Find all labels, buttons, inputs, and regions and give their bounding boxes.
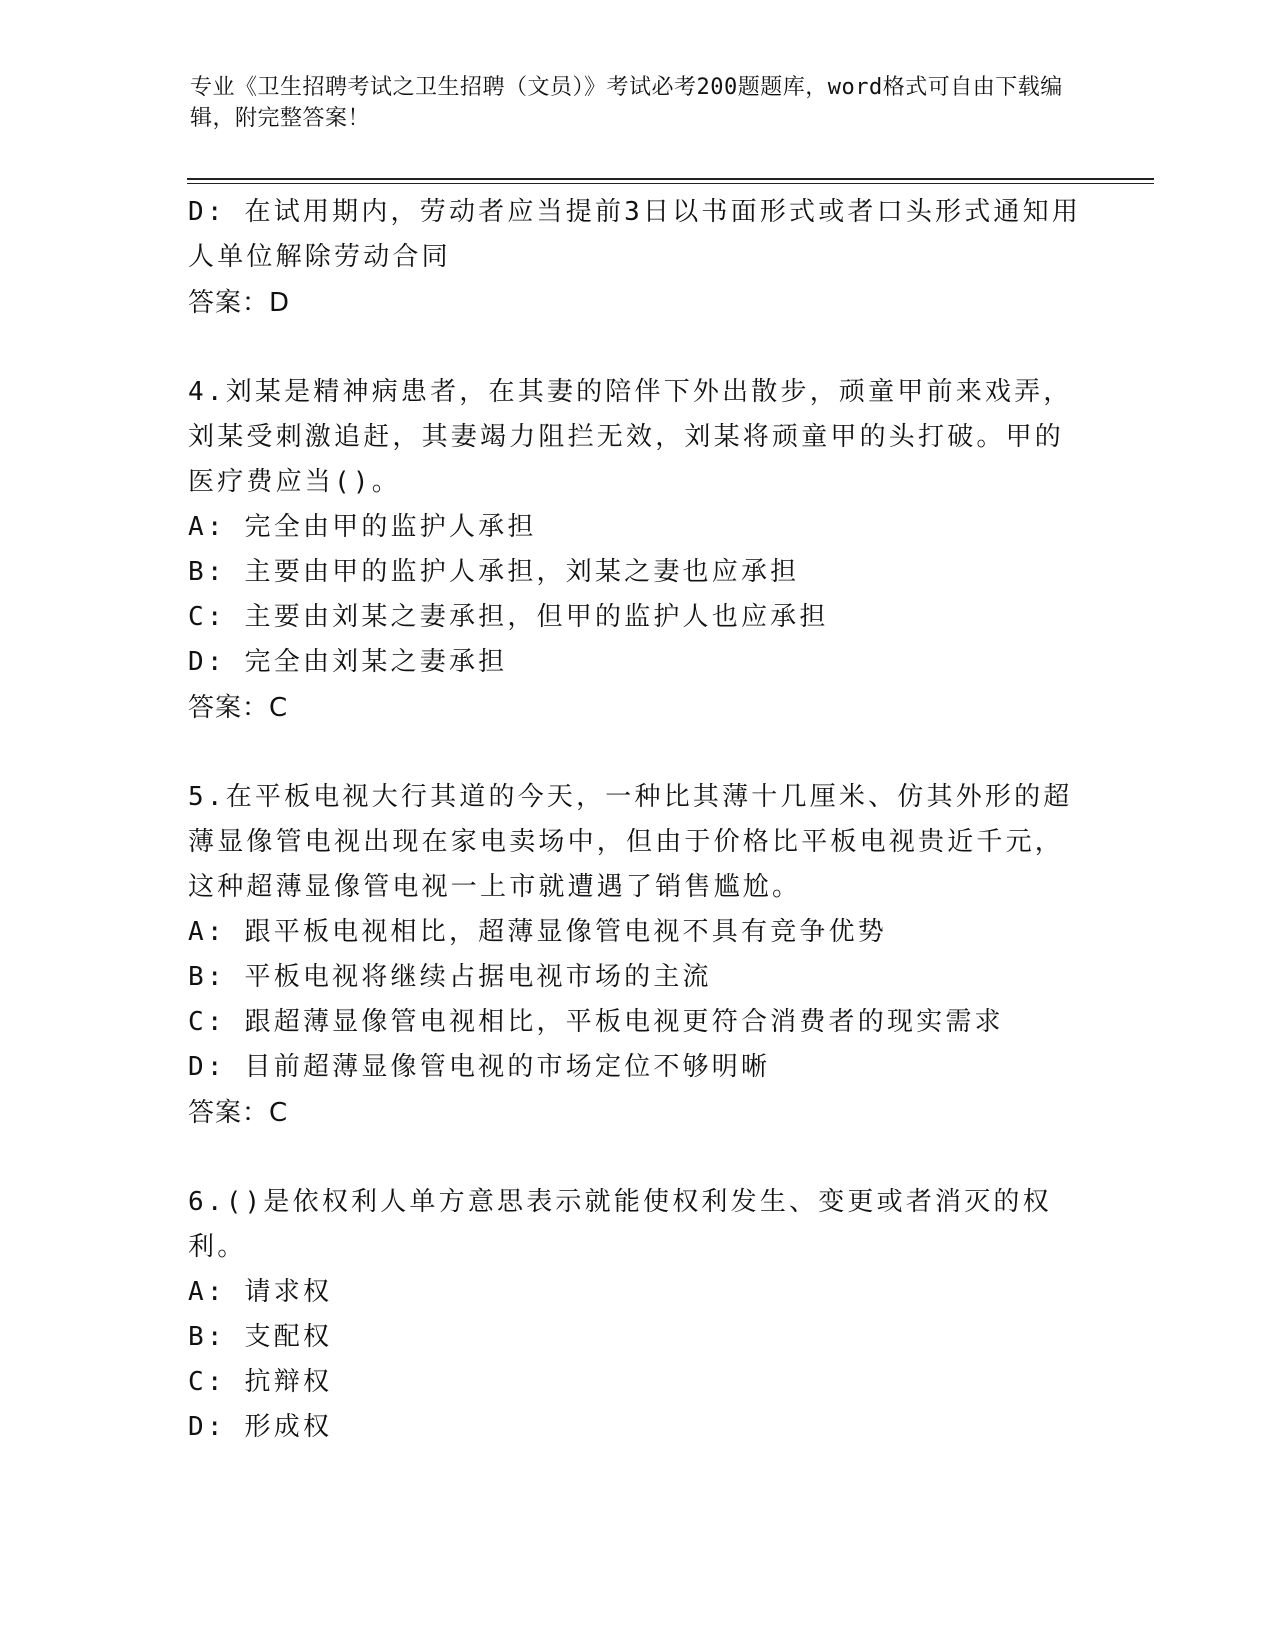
option-c: C: 跟超薄显像管电视相比，平板电视更符合消费者的现实需求 [188,1007,1004,1037]
question-4 [188,370,1088,731]
question-stem: 6.()是依权利人单方意思表示就能使权利发生、变更或者消灭的权利。 [188,1187,1052,1262]
header-rule-thin [187,183,1154,184]
option-b: B: 平板电视将继续占据电视市场的主流 [188,962,712,992]
spacer [188,326,1088,370]
option-c: C: 抗辩权 [188,1367,333,1397]
option-d: D: 目前超薄显像管电视的市场定位不够明晰 [188,1052,771,1082]
option-d-continued: D: 在试用期内，劳动者应当提前3日以书面形式或者口头形式通知用人单位解除劳动合同 [188,197,1082,272]
option-c: C: 主要由刘某之妻承担，但甲的监护人也应承担 [188,602,829,632]
answer-line: 答案：C [188,693,289,723]
option-a: A: 跟平板电视相比，超薄显像管电视不具有竞争优势 [188,917,887,947]
header-rule-thick [187,178,1154,180]
option-b: B: 支配权 [188,1322,333,1352]
question-6 [188,1180,1088,1450]
question-stem: 4.刘某是精神病患者，在其妻的陪伴下外出散步，顽童甲前来戏弄，刘某受刺激追赶，其妻竭力阻拦无效，刘某将顽童甲的头打破。甲的医疗费应当()。 [188,377,1073,497]
answer-line: 答案：C [188,1098,289,1128]
option-d: D: 完全由刘某之妻承担 [188,647,508,677]
question-stem: 5.在平板电视大行其道的今天，一种比其薄十几厘米、仿其外形的超薄显像管电视出现在家电卖场中，但由于价格比平板电视贵近千元，这种超薄显像管电视一上市就遭遇了销售尴尬。 [188,782,1073,902]
spacer [188,731,1088,775]
option-a: A: 完全由甲的监护人承担 [188,512,537,542]
option-b: B: 主要由甲的监护人承担，刘某之妻也应承担 [188,557,800,587]
option-d: D: 形成权 [188,1412,333,1442]
answer-line: 答案：D [188,288,291,318]
spacer [188,1136,1088,1180]
option-a: A: 请求权 [188,1277,333,1307]
document-body [188,190,1088,1450]
document-header: 专业《卫生招聘考试之卫生招聘（文员）》考试必考200题题库，word格式可自由下载编辑，附完整答案！ [190,75,1063,131]
question-5 [188,775,1088,1136]
